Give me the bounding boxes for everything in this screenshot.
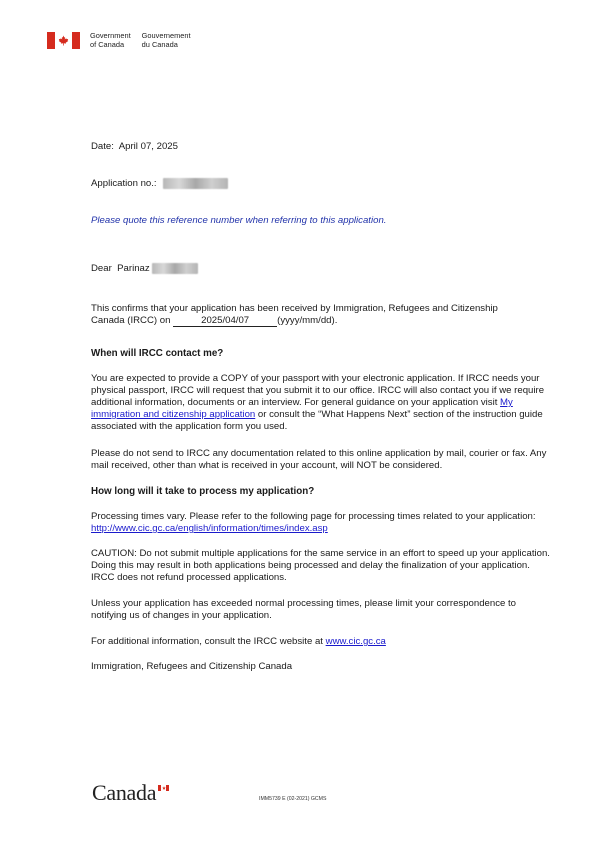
confirmation-paragraph [91,303,551,327]
processing-times-link[interactable]: http://www.cic.gc.ca/english/information/times/index.asp [91,523,328,534]
application-number-label: Application no.: [91,178,157,190]
date-label: Date: [91,141,114,152]
wordmark-flag-icon [158,785,169,791]
processing-times-text: Processing times vary. Please refer to the following page for processing times related to your application: [91,511,536,522]
paragraph-passport-text: You are expected to provide a COPY of your passport with your electronic application. If IRCC needs your physical passport, IRCC will request that you submit it to our office. IRCC will also contact you if we require additional information, documents or an interview. For general guidance on your application visit [91,373,545,408]
additional-info-text: For additional information, consult the IRCC website at [91,636,326,647]
paragraph-processing-times [91,511,551,535]
paragraph-caution: CAUTION: Do not submit multiple applications for the same service in an effort to speed up your application. Doing this may result in both applications being processed and delay the finalization of your application. IRCC does not refund processed applications. [91,548,550,583]
recipient-name: Parinaz [117,263,150,275]
redacted-surname [152,263,198,274]
form-number: IMM5739 E (02-2021) GCMS [259,796,327,802]
heading-when-contact: When will IRCC contact me? [91,348,224,359]
government-name-en: Government of Canada [90,31,131,49]
paragraph-correspondence: Unless your application has exceeded normal processing times, please limit your correspondence to notifying us of changes in your application. [91,598,517,621]
paragraph-passport-text-end: or consult the “What Happens Next” section of the instruction guide associated with the application form you used. [91,409,543,432]
my-application-link[interactable]: My immigration and citizenship application [91,397,513,420]
paragraph-additional-info [91,636,551,648]
heading-processing-time: How long will it take to process my application? [91,486,315,497]
canada-flag-icon [47,32,80,49]
salutation [91,263,551,275]
confirmation-line-1: This confirms that your application has been received by Immigration, Refugees and Citizenship [91,303,498,314]
redacted-application-number [163,178,228,189]
canada-wordmark: Canada [92,780,157,805]
closing-signature: Immigration, Refugees and Citizenship Canada [91,661,293,672]
government-header [47,32,202,49]
confirmation-line-2-post: (yyyy/mm/dd). [277,315,338,326]
reference-note: Please quote this reference number when referring to this application. [91,215,387,226]
confirmation-line-2-pre: Canada (IRCC) on [91,315,171,326]
received-date: 2025/04/07 [173,316,277,327]
government-name-fr: Gouvernement du Canada [141,31,191,49]
date-value: April 07, 2025 [118,141,178,152]
application-number [91,178,551,190]
paragraph-no-mail: Please do not send to IRCC any documentation related to this online application by mail, courier or fax. Any mail received, other than what is received in your account, will NOT be considered. [91,448,547,471]
letter-date [91,141,551,153]
cic-website-link[interactable]: www.cic.gc.ca [325,636,386,647]
salutation-dear: Dear [91,263,112,275]
paragraph-passport [91,373,551,433]
